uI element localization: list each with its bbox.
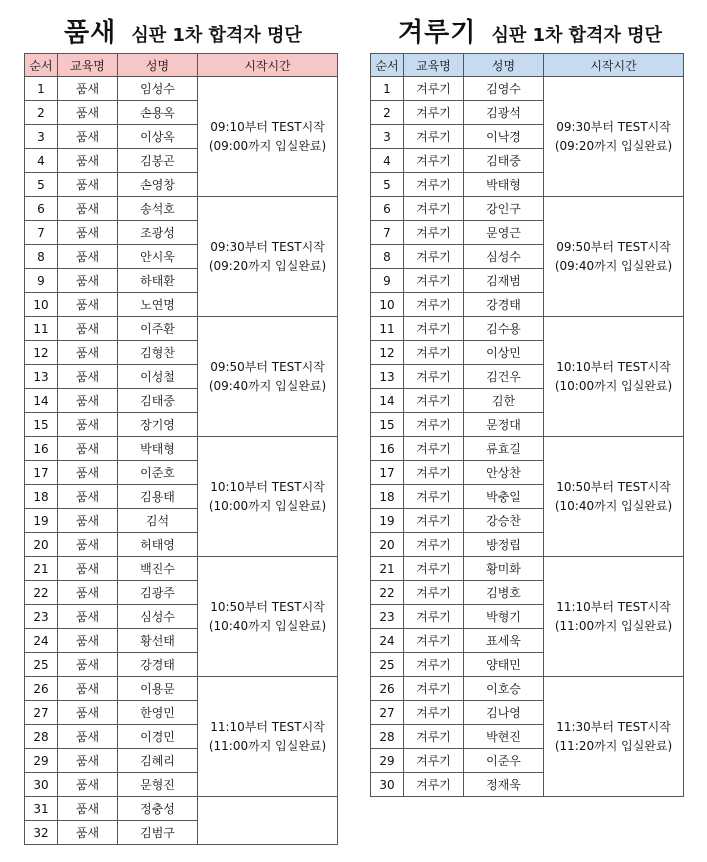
- header-start-time: 시작시간: [544, 54, 684, 77]
- row-order: 13: [371, 365, 404, 389]
- row-order: 11: [371, 317, 404, 341]
- start-time-cell: [198, 557, 338, 677]
- row-order: 7: [25, 221, 58, 245]
- row-course: 품새: [58, 485, 118, 509]
- row-name: 김광석: [464, 101, 544, 125]
- row-order: 23: [25, 605, 58, 629]
- row-course: 품새: [58, 557, 118, 581]
- row-order: 20: [371, 533, 404, 557]
- row-order: 22: [371, 581, 404, 605]
- row-order: 16: [371, 437, 404, 461]
- row-course: 품새: [58, 509, 118, 533]
- row-order: 25: [371, 653, 404, 677]
- row-order: 22: [25, 581, 58, 605]
- row-course: 품새: [58, 389, 118, 413]
- row-course: 겨루기: [404, 701, 464, 725]
- header-order: 순서: [371, 54, 404, 77]
- row-course: 겨루기: [404, 365, 464, 389]
- row-course: 품새: [58, 293, 118, 317]
- row-course: 겨루기: [404, 677, 464, 701]
- row-name: 백진수: [118, 557, 198, 581]
- row-course: 겨루기: [404, 269, 464, 293]
- row-name: 박충일: [464, 485, 544, 509]
- header-order: 순서: [25, 54, 58, 77]
- row-course: 겨루기: [404, 749, 464, 773]
- table-row: [371, 677, 684, 701]
- row-course: 겨루기: [404, 533, 464, 557]
- header-course: 교육명: [58, 54, 118, 77]
- row-name: 김병호: [464, 581, 544, 605]
- row-name: 이준우: [464, 749, 544, 773]
- row-order: 14: [25, 389, 58, 413]
- row-course: 겨루기: [404, 725, 464, 749]
- row-course: 겨루기: [404, 509, 464, 533]
- row-order: 5: [25, 173, 58, 197]
- start-time-cell: [544, 317, 684, 437]
- row-order: 13: [25, 365, 58, 389]
- row-course: 품새: [58, 77, 118, 101]
- poomsae-title-main: 품새: [64, 18, 117, 48]
- poomsae-title-sub: 심판 1차 합격자 명단: [131, 25, 302, 46]
- row-course: 겨루기: [404, 341, 464, 365]
- row-name: 표세욱: [464, 629, 544, 653]
- kyorugi-header-row: [371, 54, 684, 77]
- row-name: 방정립: [464, 533, 544, 557]
- kyorugi-title-main: 겨루기: [398, 18, 477, 48]
- row-name: 노연명: [118, 293, 198, 317]
- row-order: 32: [25, 821, 58, 845]
- row-name: 김한: [464, 389, 544, 413]
- row-order: 21: [371, 557, 404, 581]
- row-name: 임성수: [118, 77, 198, 101]
- row-name: 장기영: [118, 413, 198, 437]
- row-order: 19: [25, 509, 58, 533]
- table-row: [371, 557, 684, 581]
- table-row: [25, 677, 338, 701]
- row-order: 23: [371, 605, 404, 629]
- row-course: 품새: [58, 677, 118, 701]
- row-name: 김광주: [118, 581, 198, 605]
- row-name: 한영민: [118, 701, 198, 725]
- start-time-cell: [198, 77, 338, 197]
- kyorugi-title: [398, 12, 707, 49]
- start-time-cell: [544, 437, 684, 557]
- row-name: 김용태: [118, 485, 198, 509]
- entry-deadline-text: (11:00까지 입실완료): [208, 738, 327, 753]
- row-order: 30: [371, 773, 404, 797]
- row-name: 문정대: [464, 413, 544, 437]
- row-course: 겨루기: [404, 629, 464, 653]
- row-order: 1: [371, 77, 404, 101]
- row-name: 이용문: [118, 677, 198, 701]
- row-course: 품새: [58, 533, 118, 557]
- row-order: 12: [25, 341, 58, 365]
- row-order: 26: [25, 677, 58, 701]
- row-course: 겨루기: [404, 605, 464, 629]
- row-order: 7: [371, 221, 404, 245]
- row-course: 품새: [58, 581, 118, 605]
- row-name: 김나영: [464, 701, 544, 725]
- row-course: 겨루기: [404, 437, 464, 461]
- row-course: 품새: [58, 773, 118, 797]
- row-course: 품새: [58, 653, 118, 677]
- row-order: 15: [25, 413, 58, 437]
- start-time-text: 10:50부터 TEST시작: [556, 479, 671, 494]
- row-name: 안상찬: [464, 461, 544, 485]
- row-course: 겨루기: [404, 557, 464, 581]
- start-time-text: 11:30부터 TEST시작: [556, 719, 671, 734]
- row-name: 강승찬: [464, 509, 544, 533]
- row-course: 겨루기: [404, 197, 464, 221]
- row-name: 박태형: [118, 437, 198, 461]
- row-name: 강경태: [464, 293, 544, 317]
- row-course: 겨루기: [404, 293, 464, 317]
- row-name: 문형진: [118, 773, 198, 797]
- row-order: 4: [371, 149, 404, 173]
- row-name: 김범구: [118, 821, 198, 845]
- row-name: 박형기: [464, 605, 544, 629]
- start-time-text: 11:10부터 TEST시작: [556, 599, 671, 614]
- row-name: 정재욱: [464, 773, 544, 797]
- row-name: 강경태: [118, 653, 198, 677]
- row-name: 이경민: [118, 725, 198, 749]
- row-name: 박태형: [464, 173, 544, 197]
- start-time-text: 10:50부터 TEST시작: [210, 599, 325, 614]
- row-name: 김수용: [464, 317, 544, 341]
- entry-deadline-text: (09:00까지 입실완료): [208, 138, 327, 153]
- entry-deadline-text: (11:00까지 입실완료): [554, 618, 673, 633]
- row-course: 품새: [58, 437, 118, 461]
- row-course: 겨루기: [404, 125, 464, 149]
- entry-deadline-text: (10:40까지 입실완료): [208, 618, 327, 633]
- row-name: 강인구: [464, 197, 544, 221]
- row-order: 28: [25, 725, 58, 749]
- entry-deadline-text: (09:20까지 입실완료): [554, 138, 673, 153]
- row-name: 김혜리: [118, 749, 198, 773]
- start-time-text: 10:10부터 TEST시작: [556, 359, 671, 374]
- row-order: 26: [371, 677, 404, 701]
- table-row: [25, 317, 338, 341]
- start-time-cell: [544, 77, 684, 197]
- row-order: 16: [25, 437, 58, 461]
- header-name: 성명: [118, 54, 198, 77]
- poomsae-header-row: [25, 54, 338, 77]
- row-order: 18: [371, 485, 404, 509]
- row-order: 3: [371, 125, 404, 149]
- row-course: 품새: [58, 605, 118, 629]
- row-course: 품새: [58, 701, 118, 725]
- row-order: 4: [25, 149, 58, 173]
- row-name: 이상민: [464, 341, 544, 365]
- row-order: 31: [25, 797, 58, 821]
- row-name: 박현진: [464, 725, 544, 749]
- start-time-text: 10:10부터 TEST시작: [210, 479, 325, 494]
- row-order: 30: [25, 773, 58, 797]
- start-time-cell: [198, 677, 338, 797]
- row-course: 품새: [58, 629, 118, 653]
- row-course: 겨루기: [404, 317, 464, 341]
- table-row: [25, 197, 338, 221]
- row-course: 겨루기: [404, 485, 464, 509]
- row-course: 품새: [58, 197, 118, 221]
- kyorugi-title-sub: 심판 1차 합격자 명단: [491, 25, 662, 46]
- row-name: 김봉곤: [118, 149, 198, 173]
- row-name: 정충성: [118, 797, 198, 821]
- start-time-text: 09:50부터 TEST시작: [556, 239, 671, 254]
- row-name: 손용옥: [118, 101, 198, 125]
- row-order: 14: [371, 389, 404, 413]
- row-order: 9: [25, 269, 58, 293]
- start-time-text: 09:10부터 TEST시작: [210, 119, 325, 134]
- row-order: 29: [25, 749, 58, 773]
- row-course: 품새: [58, 245, 118, 269]
- start-time-cell: [544, 677, 684, 797]
- row-name: 하태환: [118, 269, 198, 293]
- row-order: 8: [371, 245, 404, 269]
- start-time-cell: [198, 437, 338, 557]
- row-name: 문영근: [464, 221, 544, 245]
- row-course: 품새: [58, 173, 118, 197]
- row-order: 10: [25, 293, 58, 317]
- row-order: 20: [25, 533, 58, 557]
- row-name: 조광성: [118, 221, 198, 245]
- row-course: 겨루기: [404, 149, 464, 173]
- start-time-text: 11:10부터 TEST시작: [210, 719, 325, 734]
- header-start-time: 시작시간: [198, 54, 338, 77]
- row-name: 김재범: [464, 269, 544, 293]
- row-order: 3: [25, 125, 58, 149]
- header-course: 교육명: [404, 54, 464, 77]
- row-name: 심성수: [464, 245, 544, 269]
- row-name: 황선태: [118, 629, 198, 653]
- table-row: [371, 197, 684, 221]
- entry-deadline-text: (10:40까지 입실완료): [554, 498, 673, 513]
- row-order: 28: [371, 725, 404, 749]
- start-time-cell: [544, 557, 684, 677]
- header-name: 성명: [464, 54, 544, 77]
- entry-deadline-text: (09:20까지 입실완료): [208, 258, 327, 273]
- row-name: 김영수: [464, 77, 544, 101]
- start-time-cell: [198, 197, 338, 317]
- row-order: 2: [371, 101, 404, 125]
- entry-deadline-text: (10:00까지 입실완료): [208, 498, 327, 513]
- row-order: 19: [371, 509, 404, 533]
- row-name: 김태중: [464, 149, 544, 173]
- table-row: [25, 77, 338, 101]
- row-name: 허태영: [118, 533, 198, 557]
- row-course: 품새: [58, 413, 118, 437]
- row-order: 15: [371, 413, 404, 437]
- row-order: 6: [25, 197, 58, 221]
- row-course: 품새: [58, 221, 118, 245]
- row-course: 품새: [58, 725, 118, 749]
- row-name: 황미화: [464, 557, 544, 581]
- row-order: 27: [371, 701, 404, 725]
- row-course: 품새: [58, 341, 118, 365]
- row-name: 김형찬: [118, 341, 198, 365]
- table-row: [371, 77, 684, 101]
- row-name: 김석: [118, 509, 198, 533]
- row-course: 품새: [58, 749, 118, 773]
- row-course: 겨루기: [404, 773, 464, 797]
- poomsae-table: [24, 53, 338, 845]
- row-order: 21: [25, 557, 58, 581]
- row-order: 24: [25, 629, 58, 653]
- row-order: 8: [25, 245, 58, 269]
- row-course: 겨루기: [404, 653, 464, 677]
- row-order: 10: [371, 293, 404, 317]
- row-course: 품새: [58, 821, 118, 845]
- row-course: 겨루기: [404, 221, 464, 245]
- start-time-cell: [544, 197, 684, 317]
- row-course: 품새: [58, 125, 118, 149]
- entry-deadline-text: (10:00까지 입실완료): [554, 378, 673, 393]
- row-course: 겨루기: [404, 245, 464, 269]
- row-order: 25: [25, 653, 58, 677]
- row-course: 품새: [58, 149, 118, 173]
- row-order: 17: [25, 461, 58, 485]
- row-name: 손영창: [118, 173, 198, 197]
- table-row: [25, 557, 338, 581]
- row-order: 2: [25, 101, 58, 125]
- row-order: 24: [371, 629, 404, 653]
- row-name: 이준호: [118, 461, 198, 485]
- table-row: [371, 317, 684, 341]
- row-name: 이성철: [118, 365, 198, 389]
- row-name: 류효길: [464, 437, 544, 461]
- row-name: 심성수: [118, 605, 198, 629]
- row-order: 17: [371, 461, 404, 485]
- row-order: 6: [371, 197, 404, 221]
- row-course: 품새: [58, 269, 118, 293]
- poomsae-title: [64, 12, 381, 49]
- row-course: 품새: [58, 365, 118, 389]
- row-order: 29: [371, 749, 404, 773]
- kyorugi-table: [370, 53, 684, 797]
- start-time-cell: [198, 317, 338, 437]
- row-name: 김태중: [118, 389, 198, 413]
- table-row: [25, 797, 338, 821]
- row-order: 18: [25, 485, 58, 509]
- entry-deadline-text: (09:40까지 입실완료): [554, 258, 673, 273]
- row-order: 11: [25, 317, 58, 341]
- row-name: 이호승: [464, 677, 544, 701]
- row-name: 양태민: [464, 653, 544, 677]
- row-name: 송석호: [118, 197, 198, 221]
- row-order: 5: [371, 173, 404, 197]
- row-course: 품새: [58, 797, 118, 821]
- row-name: 이주환: [118, 317, 198, 341]
- row-course: 겨루기: [404, 173, 464, 197]
- row-course: 품새: [58, 317, 118, 341]
- entry-deadline-text: (09:40까지 입실완료): [208, 378, 327, 393]
- row-course: 겨루기: [404, 581, 464, 605]
- row-course: 품새: [58, 461, 118, 485]
- row-name: 김건우: [464, 365, 544, 389]
- row-order: 27: [25, 701, 58, 725]
- row-name: 이상옥: [118, 125, 198, 149]
- row-course: 겨루기: [404, 413, 464, 437]
- table-row: [25, 437, 338, 461]
- row-order: 12: [371, 341, 404, 365]
- row-name: 이낙경: [464, 125, 544, 149]
- start-time-text: 09:30부터 TEST시작: [210, 239, 325, 254]
- row-course: 겨루기: [404, 389, 464, 413]
- row-course: 겨루기: [404, 461, 464, 485]
- row-course: 품새: [58, 101, 118, 125]
- row-order: 1: [25, 77, 58, 101]
- table-row: [371, 437, 684, 461]
- row-course: 겨루기: [404, 101, 464, 125]
- entry-deadline-text: (11:20까지 입실완료): [554, 738, 673, 753]
- start-time-text: 09:30부터 TEST시작: [556, 119, 671, 134]
- start-time-cell: [198, 797, 338, 845]
- row-order: 9: [371, 269, 404, 293]
- start-time-text: 09:50부터 TEST시작: [210, 359, 325, 374]
- row-course: 겨루기: [404, 77, 464, 101]
- row-name: 안시욱: [118, 245, 198, 269]
